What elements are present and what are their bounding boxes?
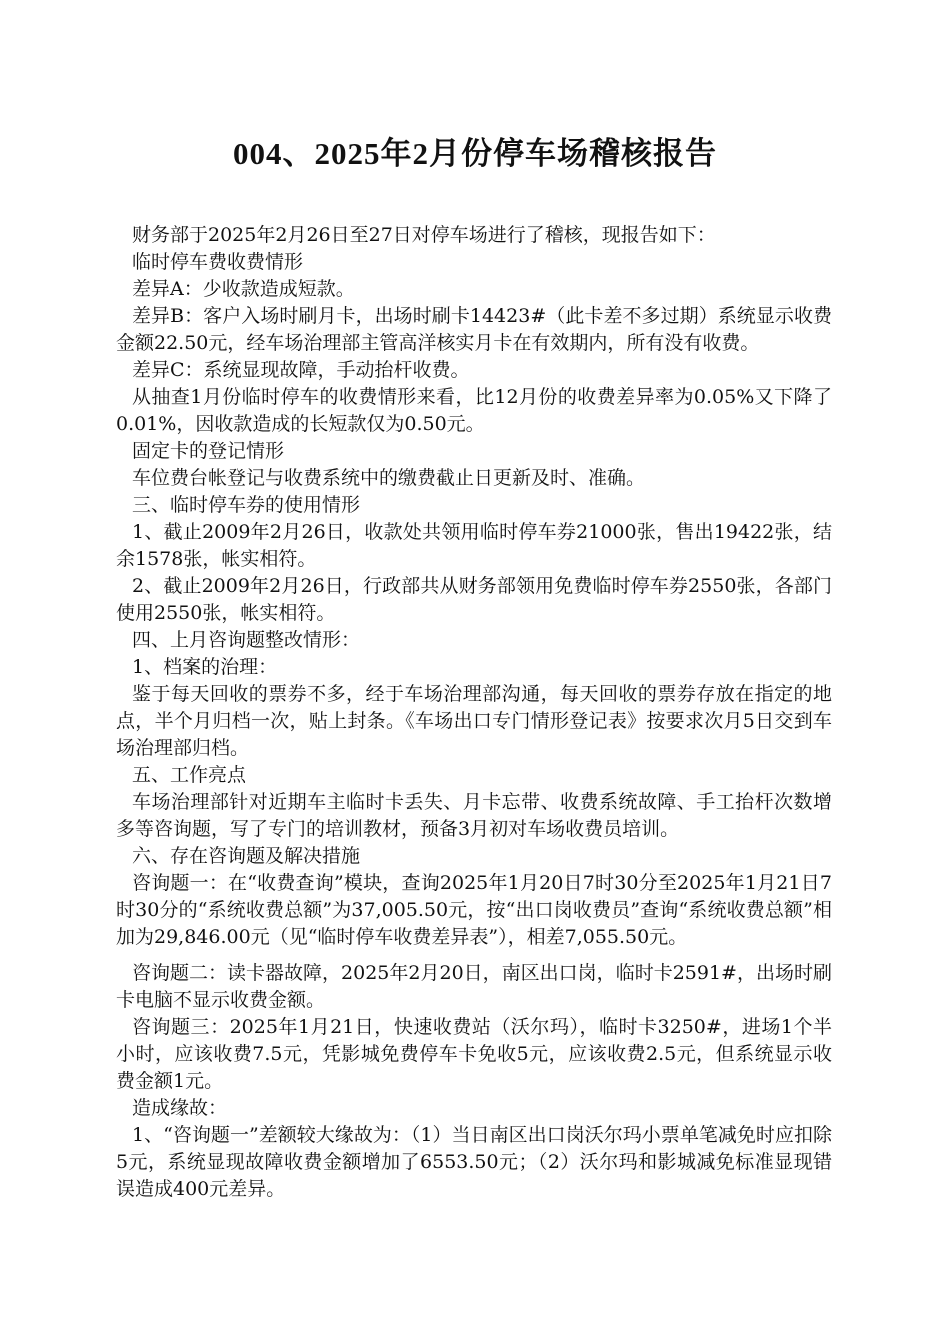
paragraph-difference-a: 差异A：少收款造成短款。 xyxy=(132,278,355,300)
paragraph-highlights: 车场治理部针对近期车主临时卡丢失、月卡忘带、收费系统故障、手工抬杆次数增多等咨询题，写了专门的培训教材，预备3月初对车场收费员培训。 xyxy=(116,791,832,840)
paragraph-intro: 财务部于2025年2月26日至27日对停车场进行了稽核，现报告如下： xyxy=(132,224,716,246)
document-title: 004、2025年2月份停车场稽核报告 xyxy=(233,136,717,171)
section-heading-highlights: 五、工作亮点 xyxy=(132,764,247,786)
paragraph-coupons-cashier: 1、截止2009年2月26日，收款处共领用临时停车券21000张，售出19422张，结余1578张，帐实相符。 xyxy=(116,521,832,570)
paragraph-issue-three: 咨询题三：2025年1月21日，快速收费站（沃尔玛），临时卡3250#，进场1个半小时，应该收费7.5元，凭影城免费停车卡免收5元，应该收费2.5元，但系统显示收费金额1元。 xyxy=(116,1016,832,1092)
section-heading-fixed-card: 固定卡的登记情形 xyxy=(132,440,285,462)
subheading-causes: 造成缘故： xyxy=(132,1097,228,1119)
paragraph-cause-one: 1、“咨询题一”差额较大缘故为：（1）当日南区出口岗沃尔玛小票单笔减免时应扣除5元，系统显现故障收费金额增加了6553.50元；（2）沃尔玛和影城减免标准显现错误造成400元差异。 xyxy=(116,1124,832,1200)
paragraph-difference-b: 差异B：客户入场时刷月卡，出场时刷卡14423#（此卡差不多过期）系统显示收费金额22.50元，经车场治理部主管高洋核实月卡在有效期内，所有没有收费。 xyxy=(116,305,832,354)
paragraph-archives: 鉴于每天回收的票券不多，经于车场治理部沟通，每天回收的票券存放在指定的地点，半个月归档一次，贴上封条。《车场出口专门情形登记表》按要求次月5日交到车场治理部归档。 xyxy=(116,683,832,759)
paragraph-fixed-card: 车位费台帐登记与收费系统中的缴费截止日更新及时、准确。 xyxy=(132,467,646,489)
paragraph-issue-two: 咨询题二：读卡器故障，2025年2月20日，南区出口岗，临时卡2591#，出场时刷卡电脑不显示收费金额。 xyxy=(116,962,832,1011)
document-body xyxy=(116,222,832,1203)
section-heading-temp-parking: 临时停车费收费情形 xyxy=(132,251,304,273)
paragraph-difference-c: 差异C：系统显现故障，手动抬杆收费。 xyxy=(132,359,470,381)
section-heading-issues: 六、存在咨询题及解决措施 xyxy=(132,845,361,867)
section-heading-rectification: 四、上月咨询题整改情形： xyxy=(132,629,361,651)
section-heading-coupons: 三、临时停车券的使用情形 xyxy=(132,494,361,516)
subheading-archives: 1、档案的治理： xyxy=(132,656,278,678)
paragraph-coupons-admin: 2、截止2009年2月26日，行政部共从财务部领用免费临时停车券2550张，各部门使用2550张，帐实相符。 xyxy=(116,575,832,624)
paragraph-issue-one: 咨询题一：在“收费查询”模块，查询2025年1月20日7时30分至2025年1月21日7时30分的“系统收费总额”为37,005.50元，按“出口岗收费员”查询“系统收费总额”相加为29,846.00元（见“临时停车收费差异表”），相差7,055.50元。 xyxy=(116,872,832,948)
paragraph-sampling-result: 从抽查1月份临时停车的收费情形来看，比12月份的收费差异率为0.05%又下降了0.01%，因收款造成的长短款仅为0.50元。 xyxy=(116,386,832,435)
